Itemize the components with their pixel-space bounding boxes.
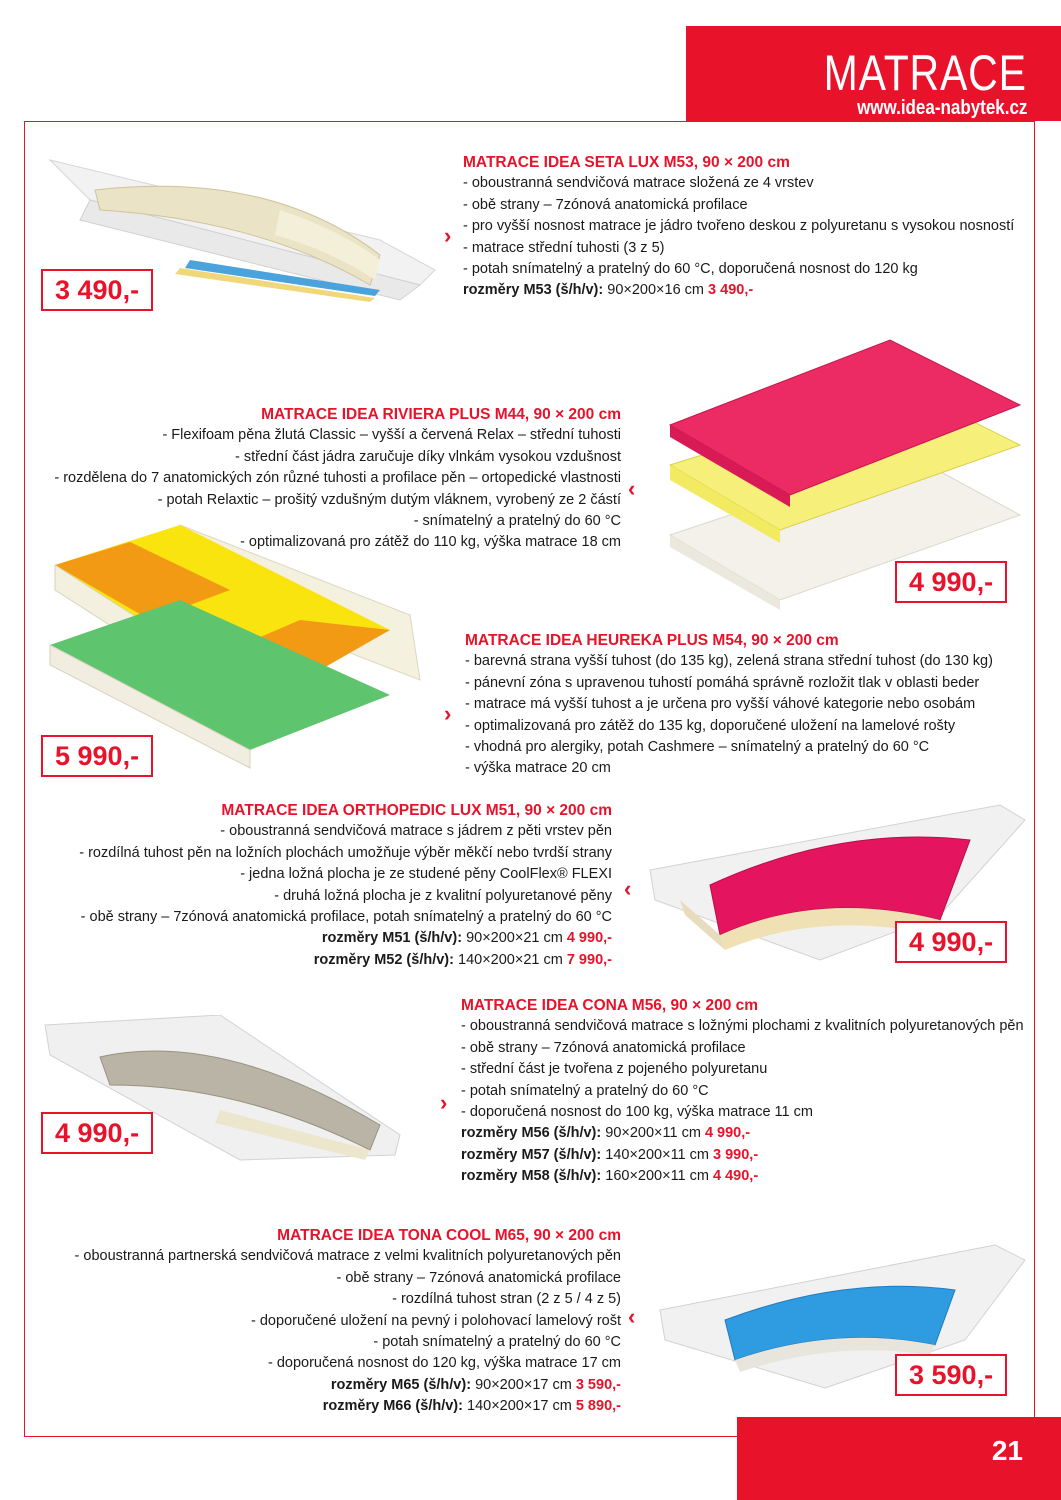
dims-label: rozměry M58 (š/h/v): <box>461 1168 602 1185</box>
dims-label: rozměry M51 (š/h/v): <box>321 930 463 947</box>
dims-size: 140×200×21 cm <box>458 951 563 968</box>
dims-price: 4 490,- <box>713 1168 759 1185</box>
price-tag: 4 990,- <box>895 921 1007 963</box>
dims-label: rozměry M52 (š/h/v): <box>313 951 454 968</box>
product-dimensions <box>75 1375 621 1396</box>
product-dimensions <box>461 1166 1024 1187</box>
product-feature: - obě strany – 7zónová anatomická profilace, potah snímatelný a pratelný do 60 °C <box>80 909 612 926</box>
chevron-right-icon: › <box>444 223 452 248</box>
dims-size: 140×200×17 cm <box>467 1398 572 1415</box>
product-dimensions <box>79 928 612 949</box>
dims-price: 3 590,- <box>575 1376 621 1393</box>
price-tag: 3 590,- <box>895 1354 1007 1396</box>
product-feature: - potah Relaxtic – prošitý vzdušným dutým vláknem, vyrobený ze 2 částí <box>157 491 621 508</box>
product-feature: - snímatelný a pratelný do 60 °C <box>413 513 621 530</box>
product-info-tona-cool <box>75 1225 621 1418</box>
product-feature: - obě strany – 7zónová anatomická profilace <box>463 196 748 213</box>
chevron-right-icon: › <box>444 701 452 726</box>
product-feature: - rozdělena do 7 anatomických zón různé tuhosti a profilace pěn – ortopedické vlastnosti <box>54 470 621 487</box>
dims-label: rozměry M56 (š/h/v): <box>461 1125 602 1142</box>
product-title: MATRACE IDEA HEUREKA PLUS M54, 90 × 200 cm <box>465 632 839 649</box>
chevron-right-icon: › <box>440 1090 448 1115</box>
product-feature: - druhá ložná plocha je z kvalitní polyuretanové pěny <box>274 887 612 904</box>
product-feature: - barevná strana vyšší tuhost (do 135 kg), zelená strana střední tuhost (do 130 kg) <box>465 653 993 670</box>
page-title: MATRACE <box>823 45 1027 101</box>
product-title: MATRACE IDEA SETA LUX M53, 90 × 200 cm <box>463 154 790 171</box>
price-tag: 4 990,- <box>895 561 1007 603</box>
product-feature: - potah snímatelný a pratelný do 60 °C <box>461 1082 709 1099</box>
dims-label: rozměry M66 (š/h/v): <box>322 1398 463 1415</box>
product-title: MATRACE IDEA ORTHOPEDIC LUX M51, 90 × 200 cm <box>221 802 612 819</box>
product-feature: - jedna ložná plocha je ze studené pěny CoolFlex® FLEXI <box>240 866 612 883</box>
product-feature: - matrace střední tuhosti (3 z 5) <box>463 239 665 256</box>
dims-size: 140×200×11 cm <box>605 1146 709 1163</box>
website-link[interactable]: www.idea-nabytek.cz <box>856 97 1027 119</box>
product-dimensions <box>461 1145 1024 1166</box>
dims-label: rozměry M53 (š/h/v): <box>463 282 604 299</box>
price-tag: 5 990,- <box>41 735 153 777</box>
product-feature: - oboustranná partnerská sendvičová matrace z velmi kvalitních polyuretanových pěn <box>74 1248 621 1265</box>
product-feature: - pánevní zóna s upravenou tuhostí pomáhá správně rozložit tlak v oblasti beder <box>465 674 980 691</box>
product-title: MATRACE IDEA RIVIERA PLUS M44, 90 × 200 cm <box>261 406 621 423</box>
product-feature: - pro vyšší nosnost matrace je jádro tvořeno deskou z polyuretanu s vysokou nosností <box>463 218 1015 235</box>
product-dimensions <box>79 950 612 971</box>
dims-price: 7 990,- <box>566 951 612 968</box>
chevron-left-icon: ‹ <box>628 476 636 501</box>
product-feature: - oboustranná sendvičová matrace s jádrem z pěti vrstev pěn <box>220 823 612 840</box>
product-feature: - optimalizovaná pro zátěž do 110 kg, výška matrace 18 cm <box>240 534 621 551</box>
product-feature: - oboustranná sendvičová matrace složená ze 4 vrstev <box>463 175 814 192</box>
dims-size: 90×200×16 cm <box>607 282 704 299</box>
header-banner <box>686 26 1061 121</box>
product-feature: - vhodná pro alergiky, potah Cashmere – snímatelný a pratelný do 60 °C <box>465 739 930 756</box>
page-number-banner <box>737 1417 1061 1500</box>
product-info-cona <box>461 995 1024 1188</box>
product-title: MATRACE IDEA CONA M56, 90 × 200 cm <box>461 997 759 1014</box>
dims-price: 5 890,- <box>575 1398 621 1415</box>
chevron-left-icon: ‹ <box>628 1304 636 1329</box>
chevron-left-icon: ‹ <box>624 876 632 901</box>
product-feature: - střední část je tvořena z pojeného polyuretanu <box>461 1061 768 1078</box>
product-info-seta-lux <box>463 152 1014 302</box>
product-title: MATRACE IDEA TONA COOL M65, 90 × 200 cm <box>277 1227 621 1244</box>
dims-size: 90×200×21 cm <box>466 930 563 947</box>
product-feature: - doporučená nosnost do 100 kg, výška matrace 11 cm <box>461 1104 813 1121</box>
dims-label: rozměry M57 (š/h/v): <box>461 1146 602 1163</box>
product-feature: - potah snímatelný a pratelný do 60 °C <box>373 1334 621 1351</box>
product-dimensions <box>463 280 1014 301</box>
dims-size: 160×200×11 cm <box>605 1168 709 1185</box>
product-feature: - oboustranná sendvičová matrace s ložnými plochami z kvalitních polyuretanových pěn <box>461 1018 1024 1035</box>
product-feature: - výška matrace 20 cm <box>465 760 611 777</box>
product-feature: - potah snímatelný a pratelný do 60 °C, doporučená nosnost do 120 kg <box>463 261 918 278</box>
product-feature: - doporučené uložení na pevný i polohovací lamelový rošt <box>251 1312 621 1329</box>
dims-price: 4 990,- <box>704 1125 751 1142</box>
product-info-orthopedic-lux <box>79 800 612 971</box>
dims-size: 90×200×17 cm <box>475 1376 572 1393</box>
product-feature: - optimalizovaná pro zátěž do 135 kg, doporučené uložení na lamelové rošty <box>465 717 956 734</box>
dims-price: 4 990,- <box>566 930 612 947</box>
product-feature: - rozdílná tuhost pěn na ložních plochách umožňuje výběr měkčí nebo tvrdší strany <box>79 844 612 861</box>
price-tag: 4 990,- <box>41 1112 153 1154</box>
product-feature: - matrace má vyšší tuhost a je určena pro vyšší váhové kategorie nebo osobám <box>465 696 976 713</box>
product-feature: - rozdílná tuhost stran (2 z 5 / 4 z 5) <box>392 1291 621 1308</box>
product-feature: - střední část jádra zaručuje díky vlnkám vysokou vzdušnost <box>234 448 621 465</box>
product-dimensions <box>461 1123 1024 1144</box>
product-feature: - doporučená nosnost do 120 kg, výška matrace 17 cm <box>267 1355 621 1372</box>
price-tag: 3 490,- <box>41 269 153 311</box>
product-feature: - obě strany – 7zónová anatomická profilace <box>461 1039 746 1056</box>
product-feature: - Flexifoam pěna žlutá Classic – vyšší a červená Relax – střední tuhosti <box>162 427 621 444</box>
product-dimensions <box>75 1396 621 1417</box>
page-number: 21 <box>991 1435 1023 1466</box>
product-info-heureka-plus <box>465 630 993 780</box>
product-feature: - obě strany – 7zónová anatomická profilace <box>336 1269 621 1286</box>
dims-price: 3 990,- <box>713 1146 759 1163</box>
dims-size: 90×200×11 cm <box>605 1125 701 1142</box>
mattress-image-heureka-plus <box>40 520 430 770</box>
dims-price: 3 490,- <box>708 282 754 299</box>
dims-label: rozměry M65 (š/h/v): <box>330 1376 472 1393</box>
